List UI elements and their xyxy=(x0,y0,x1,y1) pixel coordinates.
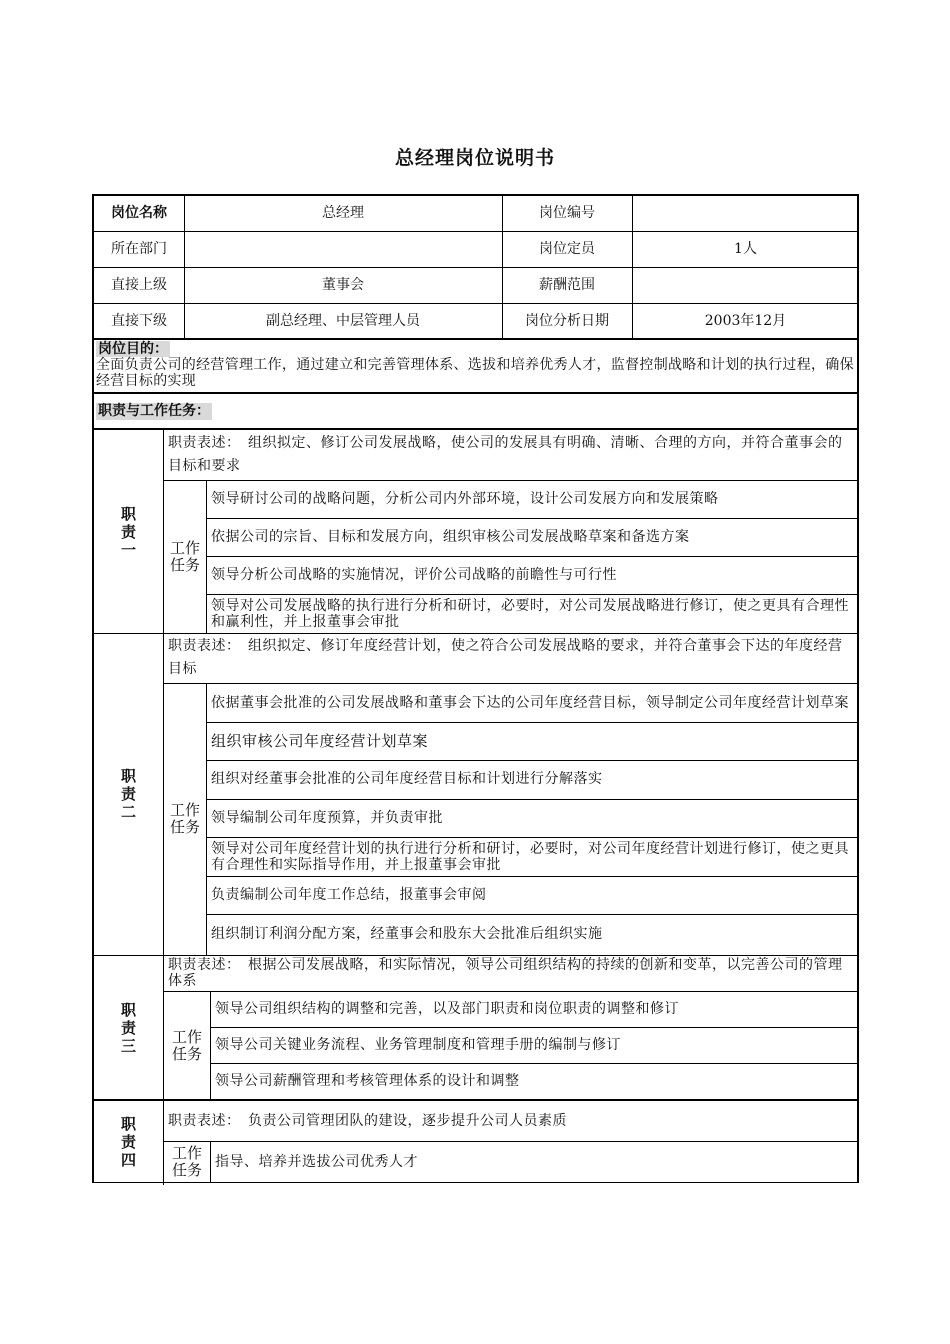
salary-range-label: 薪酬范围 xyxy=(539,276,595,293)
subordinate-value: 副总经理、中层管理人员 xyxy=(266,312,420,329)
department-label: 所在部门 xyxy=(111,240,167,257)
salary-range-value xyxy=(632,267,859,303)
superior-value: 董事会 xyxy=(322,276,364,293)
purpose-section xyxy=(96,341,857,393)
duty-3-task-2: 领导公司关键业务流程、业务管理制度和管理手册的编制与修订 xyxy=(215,1036,621,1053)
duty-2-title: 职责二 xyxy=(120,767,136,821)
headcount-label: 岗位定员 xyxy=(539,240,595,257)
duty-2-task-1: 依据董事会批准的公司发展战略和董事会下达的公司年度经营目标，领导制定公司年度经营计划草案 xyxy=(211,694,849,711)
duty-2-task-4: 领导编制公司年度预算，并负责审批 xyxy=(211,809,443,826)
page-title: 总经理岗位说明书 xyxy=(394,147,555,169)
analysis-date-label: 岗位分析日期 xyxy=(525,312,609,329)
duty-4-statement: 职责表述： 负责公司管理团队的建设，逐步提升公司人员素质 xyxy=(168,1112,567,1129)
duty-1-task-label: 工作任务 xyxy=(169,538,200,574)
job-description-table xyxy=(92,194,859,1183)
duty-1-task-3: 领导分析公司战略的实施情况，评价公司战略的前瞻性与可行性 xyxy=(211,566,617,583)
job-code-value xyxy=(632,196,859,231)
duties-header-label: 职责与工作任务： xyxy=(98,402,210,419)
duty-3-statement: 职责表述： 根据公司发展战略，和实际情况，领导公司组织结构的持续的创新和变革，以完善公司的管理体系 xyxy=(168,957,843,989)
duty-3-task-1: 领导公司组织结构的调整和完善，以及部门职责和岗位职责的调整和修订 xyxy=(215,1000,679,1017)
duty-1-title: 职责一 xyxy=(120,504,136,559)
subordinate-label: 直接下级 xyxy=(111,312,167,329)
duty-1-statement: 职责表述： 组织拟定、修订公司发展战略，使公司的发展具有明确、清晰、合理的方向，并符合董事会的目标和要求 xyxy=(168,435,843,474)
duty-4-title: 职责四 xyxy=(120,1115,136,1169)
duty-3-title: 职责三 xyxy=(120,1000,136,1055)
duty-3-task-label: 工作任务 xyxy=(171,1027,202,1063)
superior-label: 直接上级 xyxy=(111,276,167,293)
job-name-label: 岗位名称 xyxy=(111,205,167,221)
job-name-value: 总经理 xyxy=(322,205,364,221)
duty-2-task-2: 组织审核公司年度经营计划草案 xyxy=(211,731,429,750)
department-value xyxy=(184,231,502,267)
duty-3-task-3: 领导公司薪酬管理和考核管理体系的设计和调整 xyxy=(215,1073,520,1089)
duty-1-task-2: 依据公司的宗旨、目标和发展方向，组织审核公司发展战略草案和备选方案 xyxy=(211,528,690,545)
duty-2-task-3: 组织对经董事会批准的公司年度经营目标和计划进行分解落实 xyxy=(211,771,603,787)
headcount-value: 1人 xyxy=(734,240,757,257)
purpose-text: 全面负责公司的经营管理工作，通过建立和完善管理体系、选拔和培养优秀人才，监督控制战略和计划的执行过程，确保经营目标的实现 xyxy=(96,357,854,389)
duty-2-task-label: 工作任务 xyxy=(169,801,200,836)
purpose-label: 岗位目的： xyxy=(98,341,168,357)
job-code-label: 岗位编号 xyxy=(539,205,595,221)
duties-header xyxy=(96,394,857,428)
duty-1-task-4: 领导对公司发展战略的执行进行分析和研讨，必要时，对公司发展战略进行修订，使之更具有合理性和赢利性，并上报董事会审批 xyxy=(211,597,849,630)
duty-2-task-5: 领导对公司年度经营计划的执行进行分析和研讨，必要时，对公司年度经营计划进行修订，使之更具有合理性和实际指导作用，并上报董事会审批 xyxy=(211,840,849,873)
duty-4-task-1: 指导、培养并选拔公司优秀人才 xyxy=(215,1153,418,1170)
duty-2-task-7: 组织制订利润分配方案，经董事会和股东大会批准后组织实施 xyxy=(211,926,603,942)
analysis-date-value: 2003年12月 xyxy=(704,312,787,329)
duty-1-task-1: 领导研讨公司的战略问题，分析公司内外部环境，设计公司发展方向和发展策略 xyxy=(211,490,719,507)
duty-4-task-label: 工作任务 xyxy=(171,1144,202,1179)
duty-2-task-6: 负责编制公司年度工作总结，报董事会审阅 xyxy=(211,886,487,903)
duty-2-statement: 职责表述： 组织拟定、修订年度经营计划，使之符合公司发展战略的要求，并符合董事会下达的年度经营目标 xyxy=(168,638,843,677)
